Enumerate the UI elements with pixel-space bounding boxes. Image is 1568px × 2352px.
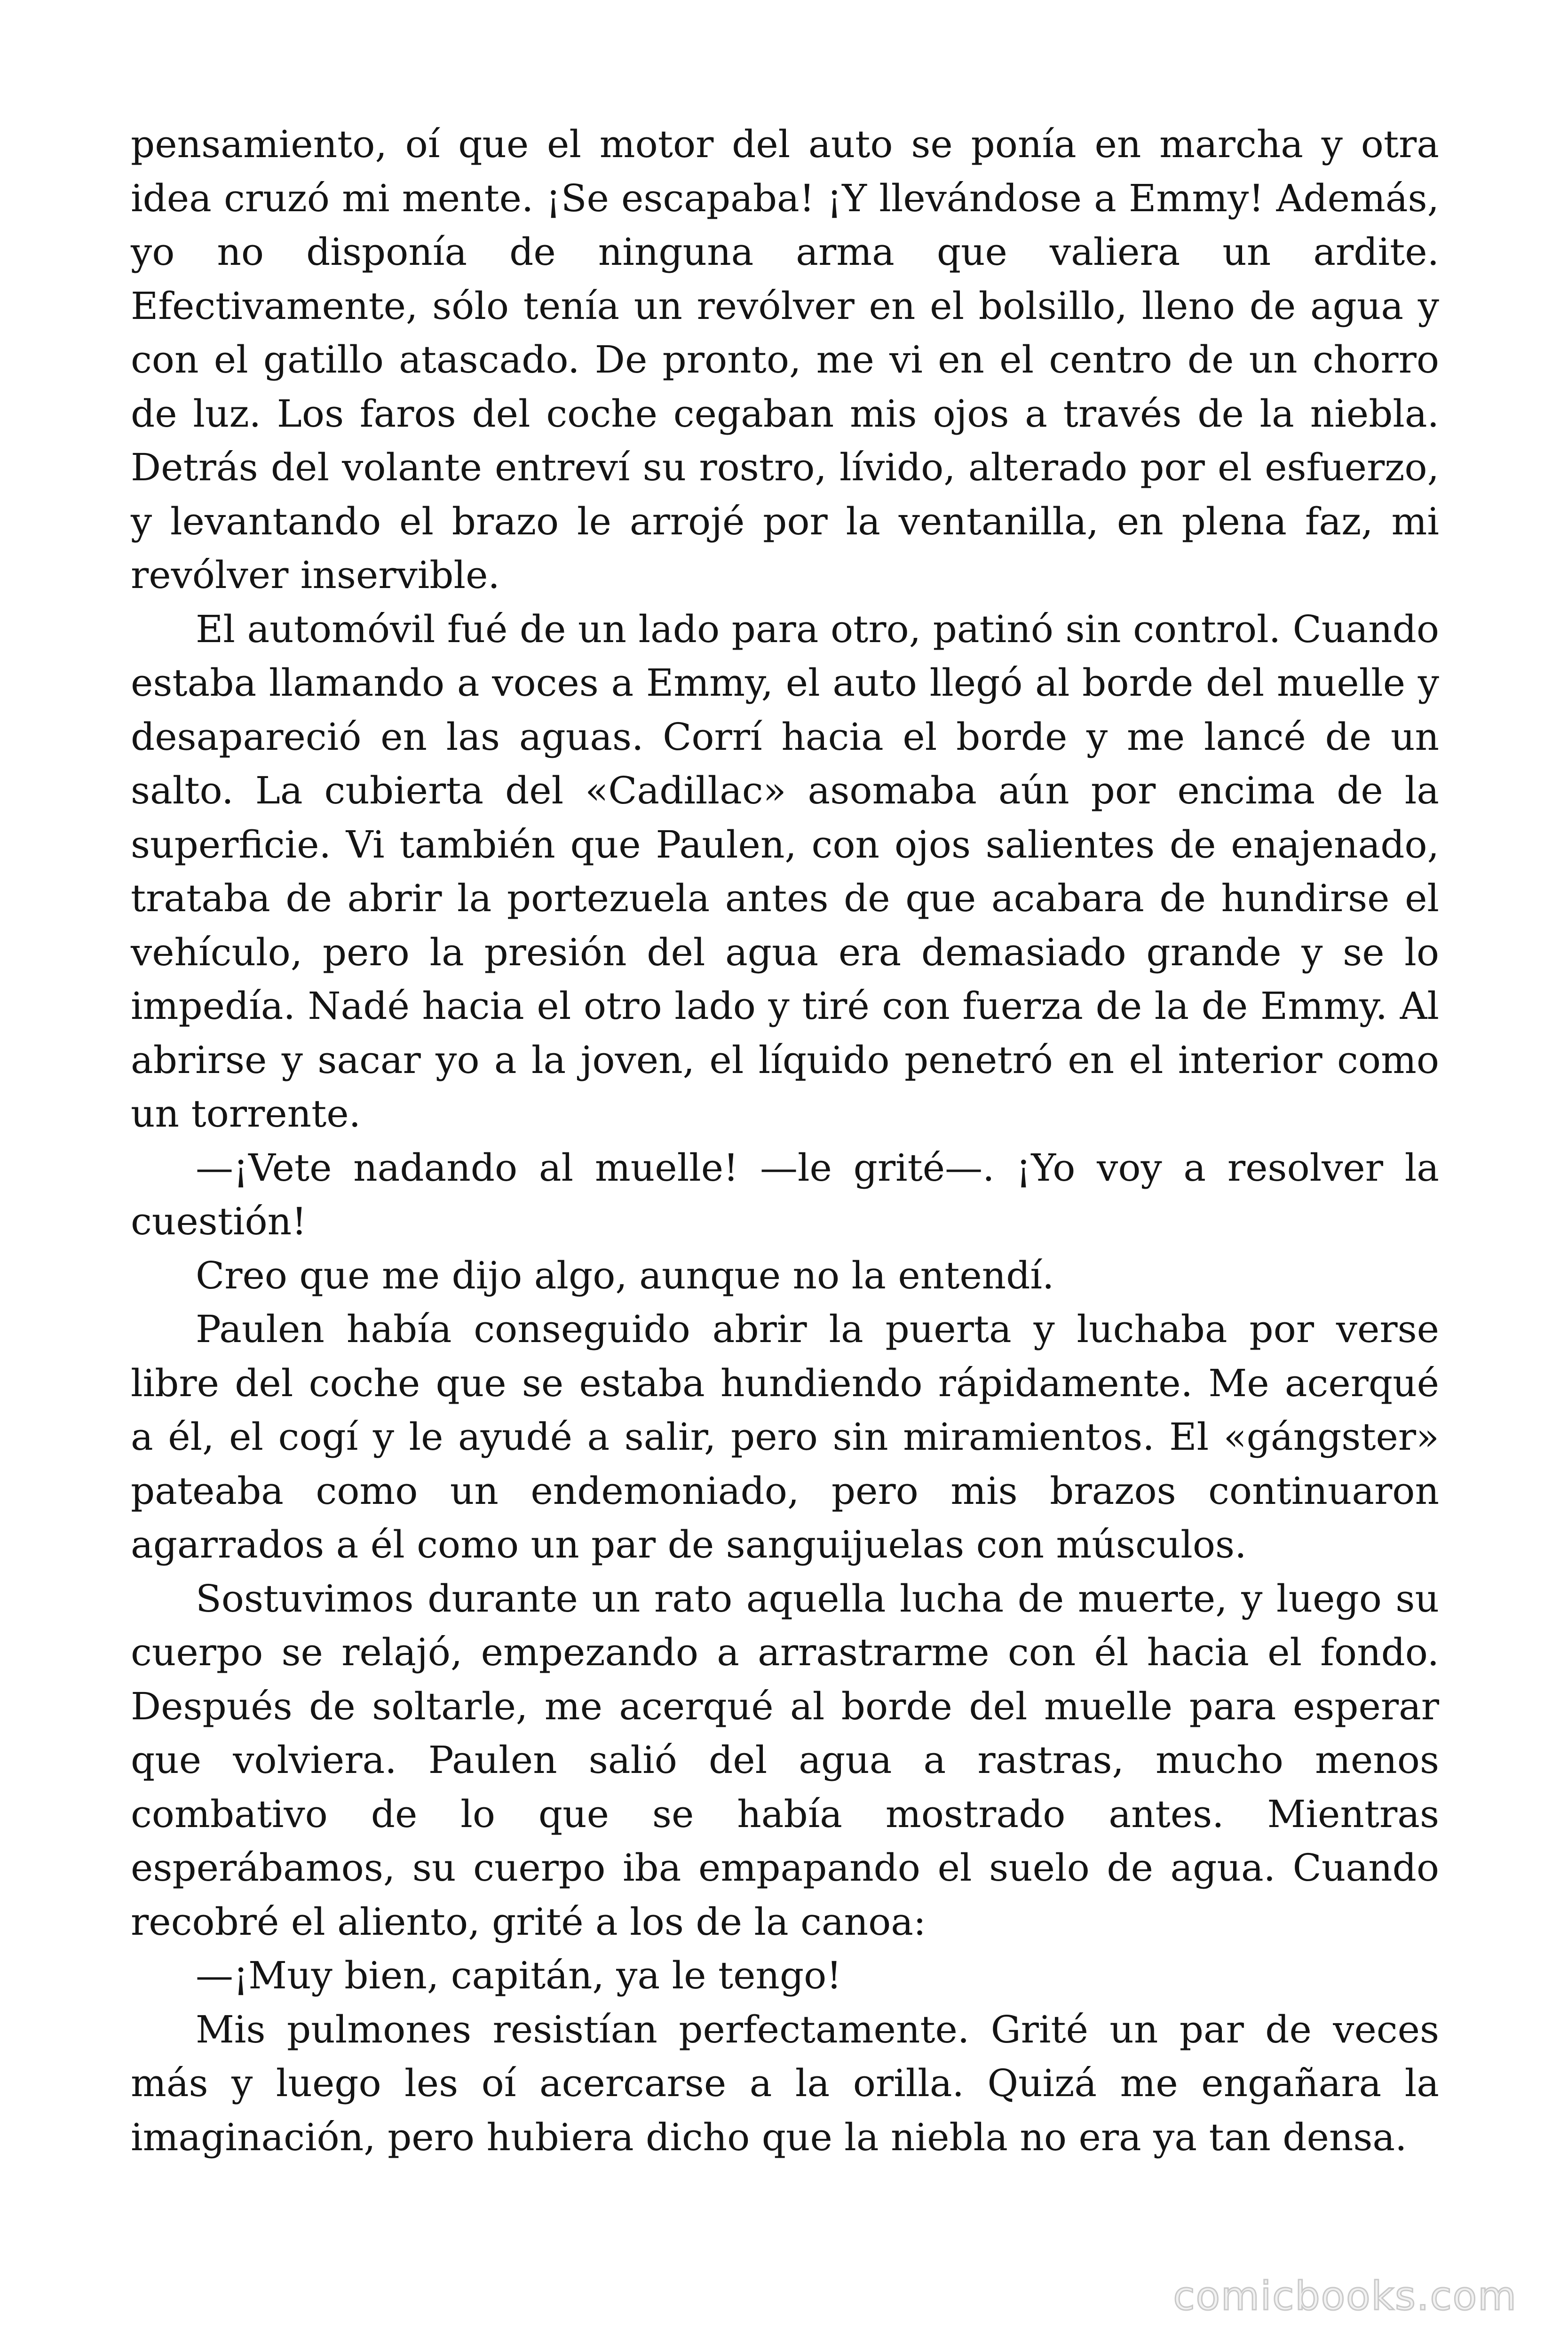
paragraph: Creo que me dijo algo, aunque no la entendí.	[196, 1253, 1054, 1297]
book-page-text	[131, 118, 1439, 2164]
paragraph: El automóvil fué de un lado para otro, patinó sin control. Cuando estaba llamando a voces a Emmy, el auto llegó al borde del muelle y desapareció en las aguas. Corrí hacia el borde y me lancé de un salto. La cubierta del «Cadillac» asomaba aún por encima de la superficie. Vi también que Paulen, con ojos salientes de enajenado, trataba de abrir la portezuela antes de que acabara de hundirse el vehículo, pero la presión del agua era demasiado grande y se lo impedía. Nadé hacia el otro lado y tiré con fuerza de la de Emmy. Al abrirse y sacar yo a la joven, el líquido penetró en el interior como un torrente.	[131, 607, 1439, 1136]
paragraph-continuation: pensamiento, oí que el motor del auto se ponía en marcha y otra idea cruzó mi mente. ¡Se escapaba! ¡Y llevándose a Emmy! Además, yo no disponía de ninguna arma que valiera un ardite. Efectivamente, sólo tenía un revólver en el bolsillo, lleno de agua y con el gatillo atascado. De pronto, me vi en el centro de un chorro de luz. Los faros del coche cegaban mis ojos a través de la niebla. Detrás del volante entreví su rostro, lívido, alterado por el esfuerzo, y levantando el brazo le arrojé por la ventanilla, en plena faz, mi revólver inservible.	[131, 122, 1439, 597]
watermark-text: comicbooks.com	[1173, 2273, 1517, 2319]
paragraph-dialogue: —¡Muy bien, capitán, ya le tengo!	[196, 1954, 842, 1997]
paragraph: Mis pulmones resistían perfectamente. Grité un par de veces más y luego les oí acercarse a la orilla. Quizá me engañara la imaginación, pero hubiera dicho que la niebla no era ya tan densa.	[131, 2007, 1439, 2159]
paragraph-dialogue: —¡Vete nadando al muelle! —le grité—. ¡Yo voy a resolver la cuestión!	[131, 1145, 1439, 1243]
paragraph: Paulen había conseguido abrir la puerta y luchaba por verse libre del coche que se estaba hundiendo rápidamente. Me acerqué a él, el cogí y le ayudé a salir, pero sin miramientos. El «gángster» pateaba como un endemoniado, pero mis brazos continuaron agarrados a él como un par de sanguijuelas con músculos.	[131, 1307, 1439, 1566]
paragraph: Sostuvimos durante un rato aquella lucha de muerte, y luego su cuerpo se relajó, empezando a arrastrarme con él hacia el fondo. Después de soltarle, me acerqué al borde del muelle para esperar que volviera. Paulen salió del agua a rastras, mucho menos combativo de lo que se había mostrado antes. Mientras esperábamos, su cuerpo iba empapando el suelo de agua. Cuando recobré el aliento, grité a los de la canoa:	[131, 1576, 1439, 1944]
